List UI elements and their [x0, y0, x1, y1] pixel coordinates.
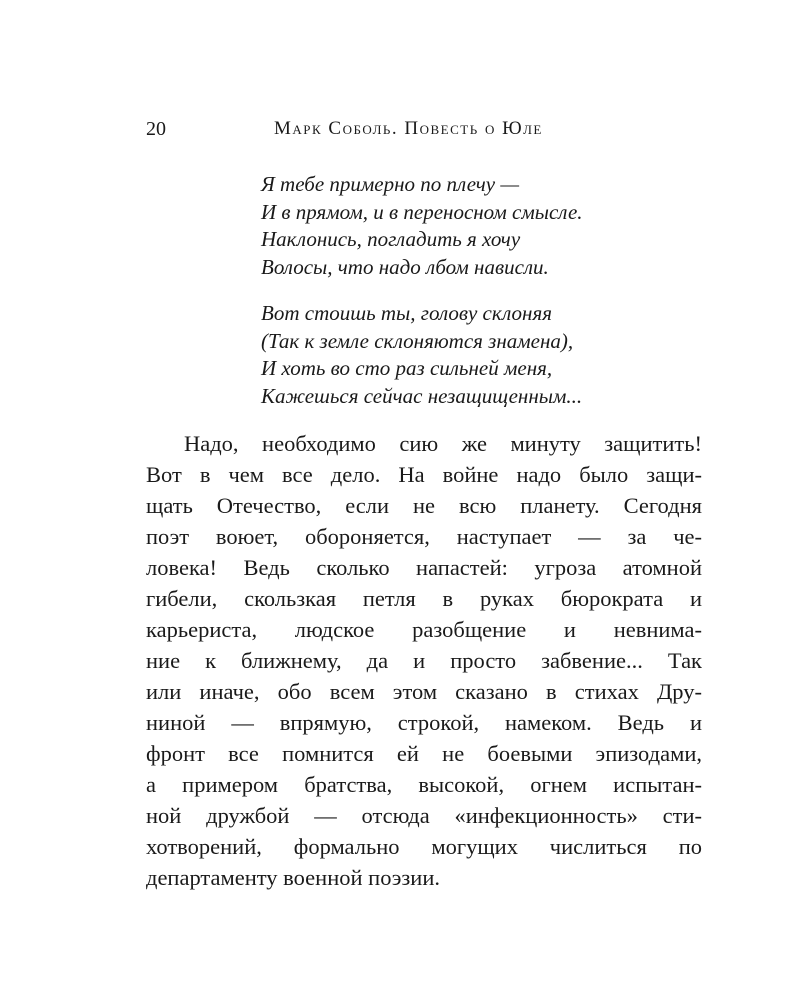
page-number: 20	[146, 118, 166, 140]
prose-line: карьериста, людское разобщение и невнима-	[146, 617, 702, 642]
prose-line: а примером братства, высокой, огнем испытан-	[146, 772, 702, 797]
verse-line: Я тебе примерно по плечу —	[261, 172, 520, 196]
verse-line: И в прямом, и в переносном смысле.	[261, 199, 583, 224]
prose-line: поэт воюет, обороняется, наступает — за че-	[146, 524, 702, 549]
prose-line: Вот в чем все дело. На войне надо было защи-	[146, 462, 702, 487]
verse-line: Вот стоишь ты, голову склоняя	[261, 301, 552, 325]
prose-line: гибели, скользкая петля в руках бюрократа и	[146, 586, 702, 611]
prose-line: ной дружбой — отсюда «инфекционность» сти-	[146, 803, 702, 828]
prose-line: ловека! Ведь сколько напастей: угроза атомной	[146, 555, 702, 580]
verse-line: Кажешься сейчас незащищенным...	[261, 383, 583, 408]
verse-line: Волосы, что надо лбом нависли.	[261, 254, 549, 279]
prose-line: щать Отечество, если не всю планету. Сегодня	[146, 493, 702, 518]
page-header	[146, 116, 702, 146]
prose-line: Надо, необходимо сию же минуту защитить!	[184, 431, 702, 456]
prose-line: ниной — впрямую, строкой, намеком. Ведь и	[146, 710, 702, 735]
poem	[261, 171, 721, 429]
poem-stanza	[261, 171, 721, 281]
prose-line: фронт все помнится ей не боевыми эпизодами,	[146, 741, 702, 766]
prose-paragraph	[146, 428, 702, 893]
verse-line: И хоть во сто раз сильней меня,	[261, 356, 553, 380]
poem-stanza	[261, 300, 721, 410]
running-title: Марк Соболь. Повесть о Юле	[274, 118, 543, 139]
prose-line: департаменту военной поэзии.	[146, 865, 440, 890]
prose-line: или иначе, обо всем этом сказано в стихах Дру-	[146, 679, 702, 704]
prose-line: хотворений, формально могущих числиться по	[146, 834, 702, 859]
prose-line: ние к ближнему, да и просто забвение... Так	[146, 648, 702, 673]
verse-line: (Так к земле склоняются знамена),	[261, 328, 574, 353]
verse-line: Наклонись, погладить я хочу	[261, 227, 521, 251]
